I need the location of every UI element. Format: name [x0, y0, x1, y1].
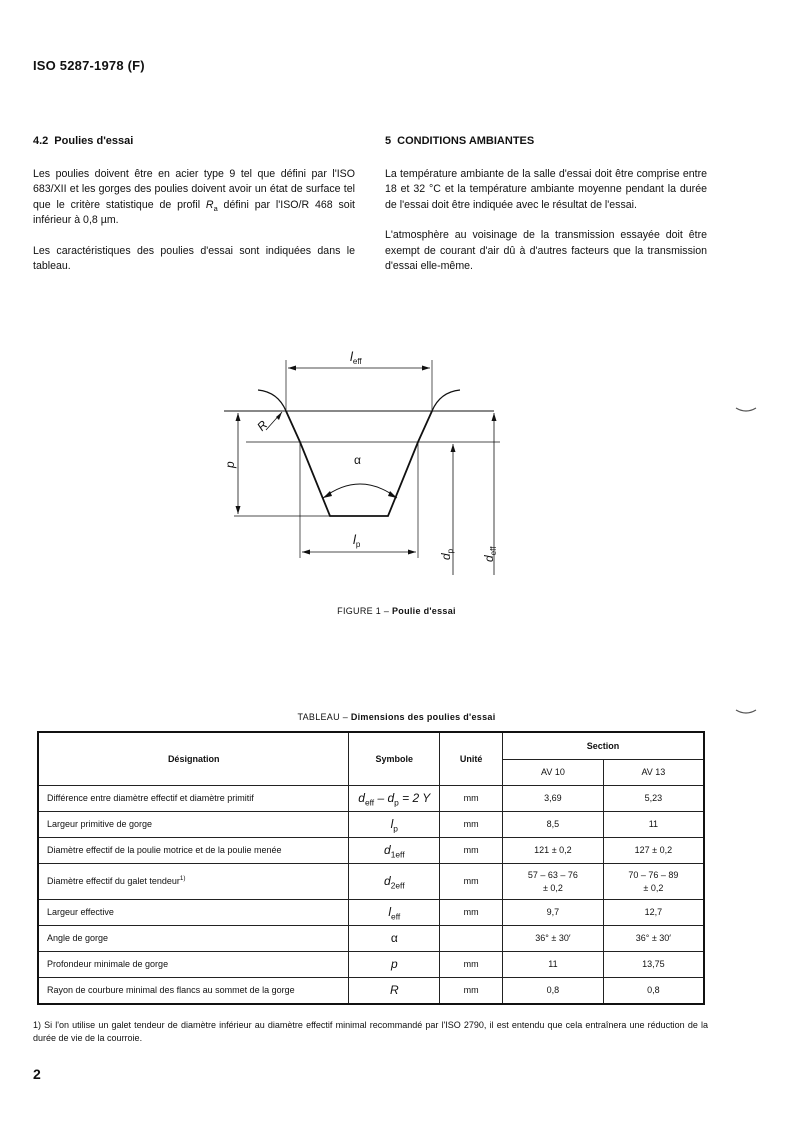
table-row [38, 785, 704, 811]
table-row [38, 977, 704, 1004]
cell-av13: 13,75 [603, 951, 704, 977]
header-symbole: Symbole [349, 732, 440, 785]
section-5-paragraph-1: La température ambiante de la salle d'essai doit être comprise entre 18 et 32 °C et la température ambiante moyenne pendant la durée de l'essai doit être indiquée avec le résultat de l'essai. [385, 167, 707, 211]
header-av10: AV 10 [503, 759, 604, 785]
cell-av10: 57 – 63 – 76 ± 0,2 [503, 863, 604, 899]
document-header: ISO 5287-1978 (F) [33, 58, 145, 73]
figure-caption-title: Poulie d'essai [391, 606, 456, 616]
right-flank-round [432, 390, 460, 411]
table-row [38, 811, 704, 837]
figure-caption-prefix: FIGURE 1 – [337, 606, 392, 616]
margin-mark [735, 406, 757, 414]
cell-av10: 0,8 [503, 977, 604, 1004]
table-row [38, 925, 704, 951]
cell-av13: 36° ± 30′ [603, 925, 704, 951]
section-4-2 [33, 134, 355, 290]
label-l-eff: $l_{eff}$ [350, 349, 362, 366]
cell-av10: 11 [503, 951, 604, 977]
paragraph-text: Les poulies doivent être en acier type 9 tel que défini par l'ISO 683/XII et les gorges des poulies doivent avoir un état de surface tel que le critère statistique de profil [33, 167, 355, 211]
section-4-2-paragraph-1 [33, 167, 355, 229]
cell-av10: 36° ± 30′ [503, 925, 604, 951]
cell-av13: 70 – 76 – 89 ± 0,2 [603, 863, 704, 899]
label-d-eff: $d_{eff}$ [482, 546, 498, 562]
symbol-R: R [205, 198, 214, 211]
section-number: 4.2 [33, 135, 49, 147]
cell-unit: mm [440, 899, 503, 925]
cell-unit: mm [440, 785, 503, 811]
cell-designation: Différence entre diamètre effectif et diamètre primitif [38, 785, 349, 811]
cell-av13: 127 ± 0,2 [603, 837, 704, 863]
left-flank-round [258, 390, 286, 411]
cell-symbol: $d_{2eff}$ [349, 863, 440, 899]
cell-unit: mm [440, 811, 503, 837]
section-5 [385, 134, 707, 290]
label-p: p [223, 461, 237, 468]
table-row [38, 863, 704, 899]
cell-designation: Profondeur minimale de gorge [38, 951, 349, 977]
cell-designation: Rayon de courbure minimal des flancs au sommet de la gorge [38, 977, 349, 1004]
table-caption-title: Dimensions des poulies d'essai [350, 712, 496, 722]
cell-designation: Diamètre effectif du galet tendeur$^{1)}$ [38, 863, 349, 899]
section-number: 5 [385, 135, 392, 147]
cell-symbol: α [349, 925, 440, 951]
section-4-2-paragraph-2: Les caractéristiques des poulies d'essai sont indiquées dans le tableau. [33, 244, 355, 272]
symbol-subscript: a [213, 203, 218, 213]
cell-symbol: R [349, 977, 440, 1004]
cell-symbol: p [349, 951, 440, 977]
cell-av10: 3,69 [503, 785, 604, 811]
cell-designation: Largeur primitive de gorge [38, 811, 349, 837]
header-designation: Désignation [38, 732, 349, 785]
table-row [38, 951, 704, 977]
cell-symbol: $l_p$ [349, 811, 440, 837]
table-row [38, 837, 704, 863]
section-5-title [385, 134, 707, 150]
alpha-arc [323, 484, 397, 498]
cell-designation: Diamètre effectif de la poulie motrice et de la poulie menée [38, 837, 349, 863]
label-R: R [254, 417, 271, 434]
cell-unit: mm [440, 977, 503, 1004]
table-caption [0, 712, 793, 722]
header-unite: Unité [440, 732, 503, 785]
figure-caption [0, 606, 793, 616]
cell-unit: mm [440, 951, 503, 977]
cell-unit: mm [440, 837, 503, 863]
cell-av13: 12,7 [603, 899, 704, 925]
table-footnote: 1) Si l'on utilise un galet tendeur de diamètre inférieur au diamètre effectif minimal recommandé par l'ISO 2790, il est entendu que cela entraînera une réduction de la durée de vie de la courroie. [33, 1020, 708, 1043]
cell-av10: 121 ± 0,2 [503, 837, 604, 863]
pulley-groove-diagram [210, 330, 520, 590]
table-row [38, 899, 704, 925]
label-l-p: $l_p$ [353, 532, 361, 549]
cell-symbol: $d_{eff} - d_p = 2$ Y [349, 785, 440, 811]
pulley-dimensions-table [37, 731, 705, 1005]
paragraph-text: défini par l'ISO/R 468 soit inférieur à 0,8 µm. [33, 198, 355, 226]
label-alpha: α [354, 453, 361, 467]
cell-symbol: $l_{eff}$ [349, 899, 440, 925]
cell-av13: 5,23 [603, 785, 704, 811]
cell-unit [440, 925, 503, 951]
cell-designation: Largeur effective [38, 899, 349, 925]
header-av13: AV 13 [603, 759, 704, 785]
header-section: Section [503, 732, 704, 759]
cell-av10: 8,5 [503, 811, 604, 837]
cell-av13: 0,8 [603, 977, 704, 1004]
section-5-paragraph-2: L'atmosphère au voisinage de la transmission essayée doit être exempt de courant d'air dû à d'autres facteurs que la transmission d'essai elle-même. [385, 229, 707, 272]
page-number: 2 [33, 1066, 41, 1082]
table-caption-prefix: TABLEAU – [297, 712, 351, 722]
section-4-2-title [33, 134, 355, 150]
cell-av10: 9,7 [503, 899, 604, 925]
label-d-p: $d_p$ [439, 548, 455, 560]
cell-av13: 11 [603, 811, 704, 837]
cell-unit: mm [440, 863, 503, 899]
cell-symbol: $d_{1eff}$ [349, 837, 440, 863]
section-title-text: CONDITIONS AMBIANTES [397, 135, 535, 147]
section-title-text: Poulies d'essai [54, 135, 134, 147]
cell-designation: Angle de gorge [38, 925, 349, 951]
